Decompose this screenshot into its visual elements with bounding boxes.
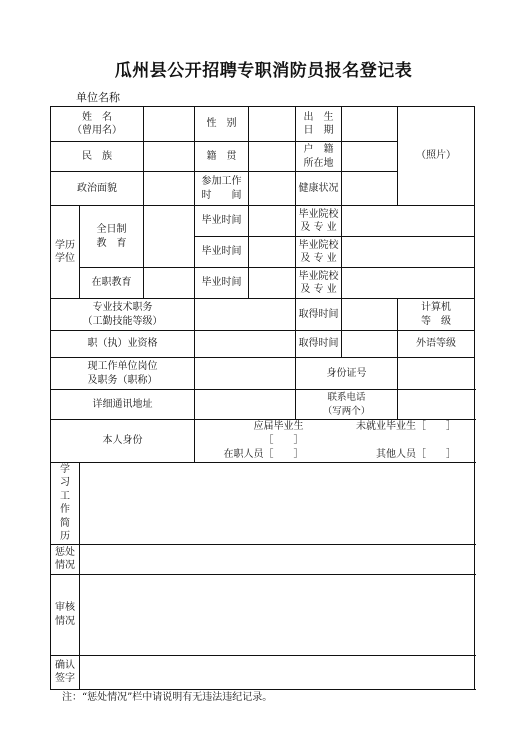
household-field[interactable] <box>342 142 398 172</box>
current-job-field[interactable] <box>195 358 296 390</box>
photo-label: （照片） <box>416 150 456 162</box>
name-label: 姓 名 （曾用名） <box>51 107 144 142</box>
health-field[interactable] <box>342 172 398 206</box>
school-major-label-1: 毕业院校 及 专 业 <box>296 206 342 237</box>
fulltime-degree-field[interactable] <box>144 206 195 268</box>
option-employed[interactable]: 在职人员［ ］ <box>223 449 304 460</box>
ethnicity-label: 民 族 <box>51 142 144 172</box>
identity-label: 本人身份 <box>51 420 195 463</box>
review-label: 审核 情况 <box>51 574 80 655</box>
discipline-label: 惩处 情况 <box>51 544 80 574</box>
work-start-label: 参加工作 时 间 <box>195 172 249 206</box>
footer-note: 注：“惩处情况”栏中请说明有无违法违纪记录。 <box>62 692 273 703</box>
language-label: 外语等级 <box>398 331 475 358</box>
birth-label: 出 生 日 期 <box>296 107 342 142</box>
form-title: 瓜州县公开招聘专职消防员报名登记表 <box>114 61 413 81</box>
review-field[interactable] <box>80 574 475 655</box>
birth-field[interactable] <box>342 107 398 142</box>
identity-options <box>195 420 475 463</box>
grad-time-label-2: 毕业时间 <box>195 237 249 268</box>
discipline-field[interactable] <box>80 544 475 574</box>
inservice-degree-field[interactable] <box>144 268 195 299</box>
fulltime-label: 全日制 教 育 <box>80 206 144 268</box>
political-label: 政治面貌 <box>51 172 144 206</box>
household-label: 户 籍 所在地 <box>296 142 342 172</box>
health-label: 健康状况 <box>296 172 342 206</box>
school-major-field-2[interactable] <box>342 237 475 268</box>
current-job-label: 现工作单位岗位 及职务（职称） <box>51 358 195 390</box>
address-label: 详细通讯地址 <box>51 390 195 420</box>
qualification-field[interactable] <box>195 331 296 358</box>
id-number-field[interactable] <box>398 358 475 390</box>
signature-field[interactable] <box>80 655 475 689</box>
resume-field[interactable] <box>80 462 475 544</box>
gender-label: 性 别 <box>195 107 249 142</box>
obtain-time-field-1[interactable] <box>342 299 398 331</box>
qualification-label: 职（执）业资格 <box>51 331 195 358</box>
phone-field[interactable] <box>398 390 475 420</box>
unit-name-label: 单位名称 <box>76 91 120 104</box>
school-major-field-3[interactable] <box>342 268 475 299</box>
grad-time-label-3: 毕业时间 <box>195 268 249 299</box>
obtain-time-label-1: 取得时间 <box>296 299 342 331</box>
obtain-time-field-2[interactable] <box>342 331 398 358</box>
ethnicity-field[interactable] <box>144 142 195 172</box>
gender-field[interactable] <box>249 107 296 142</box>
school-major-label-2: 毕业院校 及 专 业 <box>296 237 342 268</box>
option-fresh-graduate[interactable]: 应届毕业生［ ］ <box>253 421 304 446</box>
title-skill-label: 专业技术职务 （工勤技能等级） <box>51 299 195 331</box>
resume-label: 学 习 工 作 简 历 <box>51 462 80 544</box>
option-unemployed-graduate[interactable]: 未就业毕业生［ ］ <box>356 421 456 432</box>
title-skill-field[interactable] <box>195 299 296 331</box>
school-major-label-3: 毕业院校 及 专 业 <box>296 268 342 299</box>
education-group-label: 学历 学位 <box>51 206 80 299</box>
work-start-field[interactable] <box>249 172 296 206</box>
school-major-field-1[interactable] <box>342 206 475 237</box>
political-field[interactable] <box>144 172 195 206</box>
grad-time-field-3[interactable] <box>249 268 296 299</box>
computer-label: 计算机 等 级 <box>398 299 475 331</box>
signature-label: 确认 签字 <box>51 655 80 689</box>
id-number-label: 身份证号 <box>296 358 398 390</box>
grad-time-field-1[interactable] <box>249 206 296 237</box>
phone-label: 联系电话 （写两个） <box>296 390 398 420</box>
address-field[interactable] <box>195 390 296 420</box>
name-field[interactable] <box>144 107 195 142</box>
obtain-time-label-2: 取得时间 <box>296 331 342 358</box>
native-place-field[interactable] <box>249 142 296 172</box>
native-place-label: 籍 贯 <box>195 142 249 172</box>
inservice-label: 在职教育 <box>80 268 144 299</box>
option-other[interactable]: 其他人员［ ］ <box>376 449 456 460</box>
grad-time-label-1: 毕业时间 <box>195 206 249 237</box>
grad-time-field-2[interactable] <box>249 237 296 268</box>
photo-box[interactable] <box>398 107 475 206</box>
registration-table <box>50 106 475 690</box>
